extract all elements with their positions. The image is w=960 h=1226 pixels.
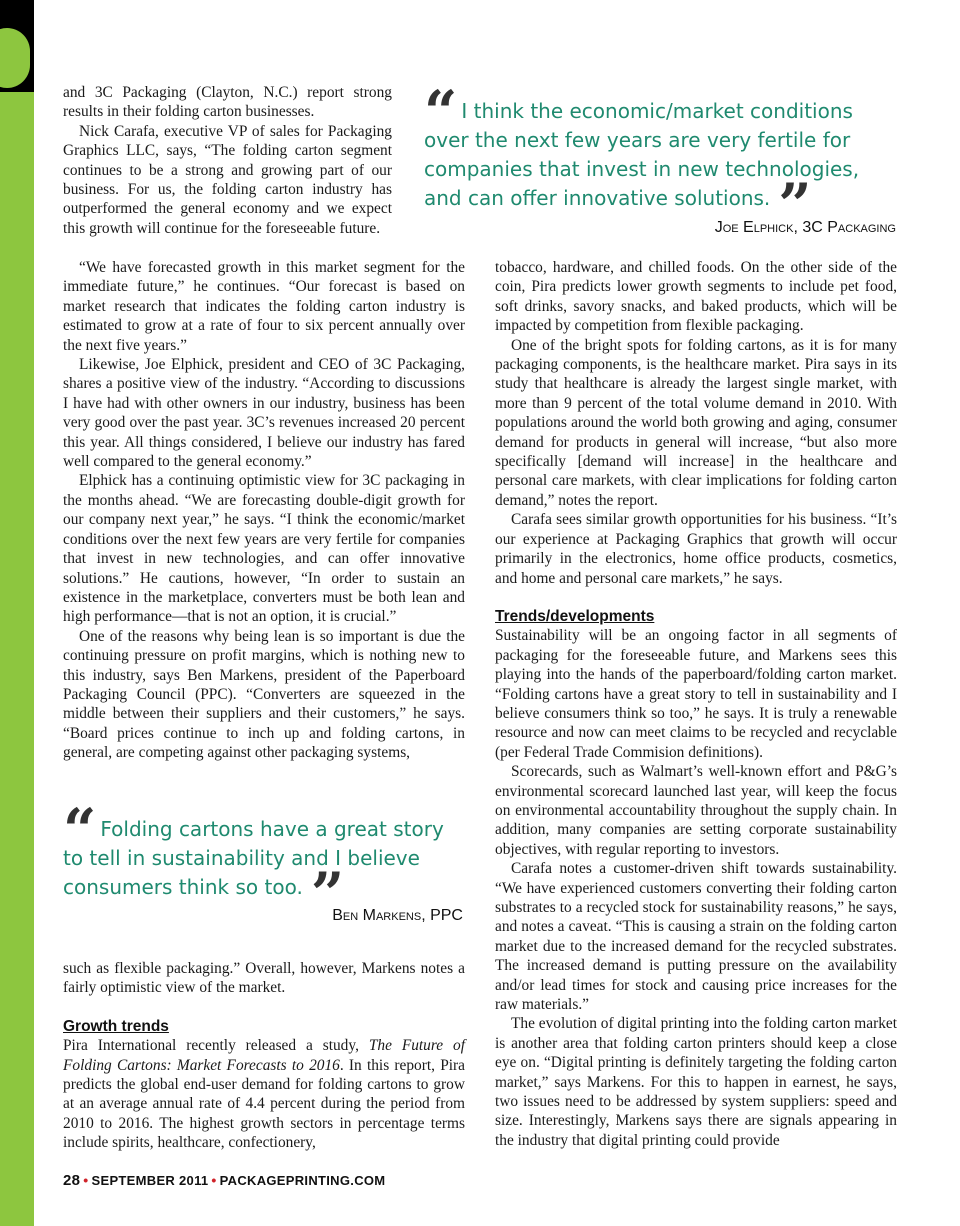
- bullet-separator: •: [211, 1172, 217, 1188]
- paragraph: Scorecards, such as Walmart’s well-known effort and P&G’s environmental scorecard launched last year, will keep the focus on environmental accountability throughout the supply chain. In addition, many companies are setting corporate sustainability objectives, with regular reporting to investors.: [495, 763, 897, 858]
- paragraph: “We have forecasted growth in this market segment for the immediate future,” he continues. “Our forecast is based on market research that indicates the folding carton industry is estimated to grow at a rate of four to six percent annually over the next five years.”: [63, 259, 465, 354]
- bullet-separator: •: [83, 1172, 89, 1188]
- open-quote-icon: “: [63, 796, 93, 864]
- website: PACKAGEPRINTING.COM: [219, 1173, 386, 1188]
- page-footer: [63, 1172, 385, 1189]
- paragraph: Sustainability will be an ongoing factor in all segments of packaging for the foreseeable future, and Markens sees this playing into the hands of the paperboard/folding carton market. “Folding cartons have a great story to tell in sustainability and I believe consumers think so too,” he says. It is truly a renewable resource and now can meet claims to be recycled and recyclable (per Federal Trade Commision definitions).: [495, 627, 897, 761]
- paragraph: Carafa sees similar growth opportunities for his business. “It’s our experience at Packaging Graphics that growth will occur primarily in the electronics, home office products, cosmetics, and home and personal care markets,” he says.: [495, 511, 897, 587]
- close-quote-icon: ”: [310, 860, 341, 928]
- open-quote-icon: “: [424, 78, 454, 146]
- pull-quote-attribution: Ben Markens, PPC: [332, 907, 463, 924]
- pull-quote-attribution: Joe Elphick, 3C Packaging: [714, 219, 896, 236]
- paragraph: One of the bright spots for folding cartons, as it is for many packaging components, is the healthcare market. Pira says in its study that healthcare is already the largest single market, with more than 9 percent of the total volume demand in 2010. With populations around the world both growing and aging, consumer demand for products in general will increase, “but also more specifically [demand will increase] in the healthcare and personal care markets, with clear implications for folding carton demand,” notes the report.: [495, 336, 897, 509]
- paragraph: tobacco, hardware, and chilled foods. On the other side of the coin, Pira predicts lower growth segments to include pet food, soft drinks, savory snacks, and baked products, which will be impacted by competition from flexible packaging.: [495, 259, 897, 335]
- section-heading-growth-trends: Growth trends: [63, 1017, 169, 1035]
- paragraph: The evolution of digital printing into the folding carton market is another area that folding carton printers should keep a close eye on. “Digital printing is definitely targeting the folding carton market,” says Markens. For this to happen in earnest, he says, two issues need to be addressed by system suppliers: speed and size. Interestingly, Markens says there are signals appearing in the industry that digital printing could provide: [495, 1015, 897, 1149]
- paragraph: Likewise, Joe Elphick, president and CEO of 3C Packaging, shares a positive view of the industry. “According to discussions I have had with other owners in our industry, business has been very good over the past year. 3C’s revenues increased 20 percent this year. All things considered, I believe our industry has fared well compared to the general economy.”: [63, 356, 465, 471]
- issue-date: SEPTEMBER 2011: [91, 1173, 209, 1188]
- paragraph: Elphick has a continuing optimistic view for 3C packaging in the months ahead. “We are forecasting double-digit growth for our company next year,” he says. “I think the economic/market conditions over the next few years are very fertile for companies that invest in new technologies, and can offer innovative solutions.” He cautions, however, “In order to sustain an existence in the marketplace, converters must be both lean and high performance—that is not an option, it is crucial.”: [63, 472, 465, 626]
- column-1-top: [63, 83, 392, 238]
- paragraph: and 3C Packaging (Clayton, N.C.) report strong results in their folding carton businesses.: [63, 84, 392, 121]
- paragraph: [63, 1036, 465, 1152]
- close-quote-icon: ”: [778, 171, 808, 239]
- sidebar-stripe: [0, 0, 34, 1226]
- pull-quote-text: Folding cartons have a great story to tell in sustainability and I believe consumers think so too.: [63, 817, 444, 899]
- paragraph-text: Pira International recently released a study,: [63, 1037, 369, 1055]
- column-1-middle: [63, 258, 465, 763]
- study-title: The Future of Folding Cartons: Market Forecasts to 2016: [63, 1037, 465, 1074]
- column-1-bottom: [63, 959, 465, 1153]
- paragraph: Carafa notes a customer-driven shift towards sustainability. “We have experienced customers converting their folding carton substrates to a recycled stock for sustainability reasons,” he says, and notes a caveat. “This is causing a strain on the folding carton market due to the increased demand for the recycled substrates. The increased demand is putting pressure on the availability and/or lead times for stock and causing price increases for the raw materials.”: [495, 860, 897, 1014]
- page-number: 28: [63, 1172, 81, 1189]
- paragraph-text: . In this report, Pira predicts the global end-user demand for folding cartons to grow at an average annual rate of 4.4 percent during the period from 2010 to 2016. The highest growth sectors in percentage terms include spirits, healthcare, confectionery,: [63, 1056, 466, 1152]
- column-2: [495, 258, 897, 1150]
- paragraph: such as flexible packaging.” Overall, however, Markens notes a fairly optimistic view of the market.: [63, 960, 465, 997]
- paragraph: Nick Carafa, executive VP of sales for Packaging Graphics LLC, says, “The folding carton segment continues to be a strong and growing part of our business. For us, the folding carton industry has outperformed the general economy and we expect this growth will continue for the foreseeable future.: [63, 122, 392, 237]
- paragraph: One of the reasons why being lean is so important is due the continuing pressure on profit margins, which is nothing new to this industry, says Ben Markens, president of the Paperboard Packaging Council (PPC). “Converters are squeezed in the middle between their suppliers and their customers,” he says. “Board prices continue to inch up and folding cartons, in general, are competing against other packaging systems,: [63, 627, 465, 762]
- section-heading-trends-developments: Trends/developments: [495, 607, 655, 625]
- pull-quote-text: I think the economic/market conditions over the next few years are very fertile for companies that invest in new technologies, and can offer innovative solutions.: [424, 99, 860, 210]
